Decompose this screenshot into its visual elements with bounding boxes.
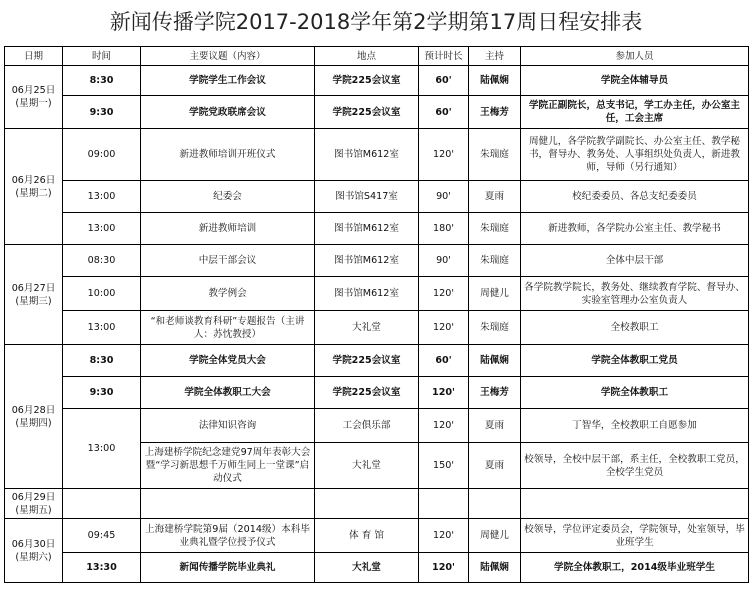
topic-cell xyxy=(141,489,315,519)
place-cell: 学院225会议室 xyxy=(315,345,419,377)
table-row xyxy=(5,129,749,181)
duration-cell xyxy=(419,489,469,519)
host-cell: 朱瑞庭 xyxy=(469,129,521,181)
topic-cell: 新闻传播学院毕业典礼 xyxy=(141,553,315,583)
duration-cell: 60' xyxy=(419,96,469,129)
duration-cell: 120' xyxy=(419,553,469,583)
header-attendees: 参加人员 xyxy=(521,47,749,66)
host-cell: 夏雨 xyxy=(469,409,521,443)
host-cell: 陆佩娴 xyxy=(469,345,521,377)
date-cell xyxy=(5,345,63,489)
date-cell xyxy=(5,245,63,345)
table-row xyxy=(5,96,749,129)
header-time: 时间 xyxy=(63,47,141,66)
topic-cell: 学院全体党员大会 xyxy=(141,345,315,377)
place-cell: 大礼堂 xyxy=(315,443,419,489)
place-cell: 图书馆S417室 xyxy=(315,181,419,213)
schedule-table xyxy=(4,46,749,583)
duration-cell: 60' xyxy=(419,66,469,96)
weekday-label: (星期一) xyxy=(15,98,52,109)
duration-cell: 120' xyxy=(419,129,469,181)
duration-cell: 90' xyxy=(419,245,469,277)
time-cell: 13:00 xyxy=(63,311,141,345)
weekday-label: (星期三) xyxy=(15,295,52,307)
attendees-cell xyxy=(521,489,749,519)
header-host: 主持 xyxy=(469,47,521,66)
host-cell: 夏雨 xyxy=(469,181,521,213)
date-label: 06月30日 xyxy=(11,538,56,550)
time-cell: 13:30 xyxy=(63,553,141,583)
header-duration: 预计时长 xyxy=(419,47,469,66)
duration-cell: 120' xyxy=(419,377,469,409)
host-cell: 朱瑞庭 xyxy=(469,311,521,345)
topic-cell: “和老师谈教育科研”专题报告（主讲人：苏忱教授） xyxy=(141,311,315,345)
table-row xyxy=(5,245,749,277)
place-cell: 图书馆M612室 xyxy=(315,245,419,277)
time-cell: 09:00 xyxy=(63,129,141,181)
place-cell: 工会俱乐部 xyxy=(315,409,419,443)
duration-cell: 120' xyxy=(419,409,469,443)
page-title: 新闻传播学院2017-2018学年第2学期第17周日程安排表 xyxy=(109,10,643,34)
attendees-cell: 学院正副院长，总支书记，学工办主任，办公室主任，工会主席 xyxy=(521,96,749,129)
host-cell: 朱瑞庭 xyxy=(469,213,521,245)
table-row xyxy=(5,345,749,377)
place-cell: 大礼堂 xyxy=(315,553,419,583)
table-row xyxy=(5,311,749,345)
date-cell xyxy=(5,519,63,583)
time-cell: 9:30 xyxy=(63,96,141,129)
attendees-cell: 校纪委委员、各总支纪委委员 xyxy=(521,181,749,213)
place-cell xyxy=(315,489,419,519)
time-cell: 13:00 xyxy=(63,213,141,245)
host-cell: 夏雨 xyxy=(469,443,521,489)
date-label: 06月26日 xyxy=(11,174,56,186)
attendees-cell: 校领导，学位评定委员会，学院领导，处室领导，毕业班学生 xyxy=(521,519,749,553)
attendees-cell: 新进教师，各学院办公室主任、教学秘书 xyxy=(521,213,749,245)
header-topic: 主要议题（内容） xyxy=(141,47,315,66)
host-cell: 陆佩娴 xyxy=(469,66,521,96)
attendees-cell: 全体中层干部 xyxy=(521,245,749,277)
table-row xyxy=(5,181,749,213)
host-cell: 王梅芳 xyxy=(469,96,521,129)
duration-cell: 60' xyxy=(419,345,469,377)
topic-cell: 教学例会 xyxy=(141,277,315,311)
weekday-label: (星期二) xyxy=(15,187,52,199)
attendees-cell: 学院全体辅导员 xyxy=(521,66,749,96)
table-row xyxy=(5,553,749,583)
time-cell: 8:30 xyxy=(63,66,141,96)
topic-cell: 法律知识咨询 xyxy=(141,409,315,443)
host-cell: 陆佩娴 xyxy=(469,553,521,583)
place-cell: 学院225会议室 xyxy=(315,377,419,409)
topic-cell: 新进教师培训 xyxy=(141,213,315,245)
topic-cell: 学院全体教职工大会 xyxy=(141,377,315,409)
time-cell xyxy=(63,489,141,519)
time-cell: 13:00 xyxy=(63,181,141,213)
topic-cell: 上海建桥学院纪念建党97周年表彰大会暨“学习新思想千万师生同上一堂课”启动仪式 xyxy=(141,443,315,489)
host-cell: 周健儿 xyxy=(469,277,521,311)
duration-cell: 180' xyxy=(419,213,469,245)
duration-cell: 120' xyxy=(419,311,469,345)
attendees-cell: 各学院教学院长，教务处、继续教育学院、督导办、实验室管理办公室负责人 xyxy=(521,277,749,311)
attendees-cell: 周健儿，各学院教学副院长、办公室主任、教学秘书，督导办、教务处、人事组织处负责人，新进教师，导师（另行通知） xyxy=(521,129,749,181)
duration-cell: 120' xyxy=(419,519,469,553)
header-date: 日期 xyxy=(5,47,63,66)
attendees-cell: 学院全体教职工党员 xyxy=(521,345,749,377)
table-row xyxy=(5,377,749,409)
topic-cell: 学院学生工作会议 xyxy=(141,66,315,96)
date-label: 06月28日 xyxy=(11,404,56,416)
duration-cell: 150' xyxy=(419,443,469,489)
time-cell: 13:00 xyxy=(63,409,141,489)
place-cell: 学院225会议室 xyxy=(315,96,419,129)
table-row xyxy=(5,277,749,311)
host-cell xyxy=(469,489,521,519)
table-row xyxy=(5,213,749,245)
time-cell: 08:30 xyxy=(63,245,141,277)
attendees-cell: 全校教职工 xyxy=(521,311,749,345)
time-cell: 09:45 xyxy=(63,519,141,553)
attendees-cell: 学院全体教职工 xyxy=(521,377,749,409)
host-cell: 周健儿 xyxy=(469,519,521,553)
place-cell: 学院225会议室 xyxy=(315,66,419,96)
table-row xyxy=(5,409,749,443)
date-label: 06月29日 xyxy=(11,491,56,503)
attendees-cell: 校领导，全校中层干部，系主任，全校教职工党员，全校学生党员 xyxy=(521,443,749,489)
time-cell: 9:30 xyxy=(63,377,141,409)
table-row xyxy=(5,489,749,519)
table-row xyxy=(5,519,749,553)
topic-cell: 新进教师培训开班仪式 xyxy=(141,129,315,181)
place-cell: 图书馆M612室 xyxy=(315,213,419,245)
date-cell xyxy=(5,129,63,245)
topic-cell: 学院党政联席会议 xyxy=(141,96,315,129)
topic-cell: 纪委会 xyxy=(141,181,315,213)
date-label: 06月27日 xyxy=(11,282,56,294)
date-cell xyxy=(5,66,63,129)
time-cell: 10:00 xyxy=(63,277,141,311)
place-cell: 大礼堂 xyxy=(315,311,419,345)
duration-cell: 90' xyxy=(419,181,469,213)
date-label: 06月25日 xyxy=(11,85,56,96)
host-cell: 朱瑞庭 xyxy=(469,245,521,277)
header-place: 地点 xyxy=(315,47,419,66)
attendees-cell: 丁智华，全校教职工自愿参加 xyxy=(521,409,749,443)
weekday-label: (星期四) xyxy=(15,417,52,429)
weekday-label: (星期五) xyxy=(15,504,52,516)
date-cell xyxy=(5,489,63,519)
table-row xyxy=(5,66,749,96)
header-row xyxy=(5,47,749,66)
place-cell: 体 育 馆 xyxy=(315,519,419,553)
topic-cell: 中层干部会议 xyxy=(141,245,315,277)
attendees-cell: 学院全体教职工，2014级毕业班学生 xyxy=(521,553,749,583)
time-cell: 8:30 xyxy=(63,345,141,377)
place-cell: 图书馆M612室 xyxy=(315,129,419,181)
topic-cell: 上海建桥学院第9届（2014级）本科毕业典礼暨学位授予仪式 xyxy=(141,519,315,553)
weekday-label: (星期六) xyxy=(15,551,52,563)
place-cell: 图书馆M612室 xyxy=(315,277,419,311)
host-cell: 王梅芳 xyxy=(469,377,521,409)
duration-cell: 120' xyxy=(419,277,469,311)
